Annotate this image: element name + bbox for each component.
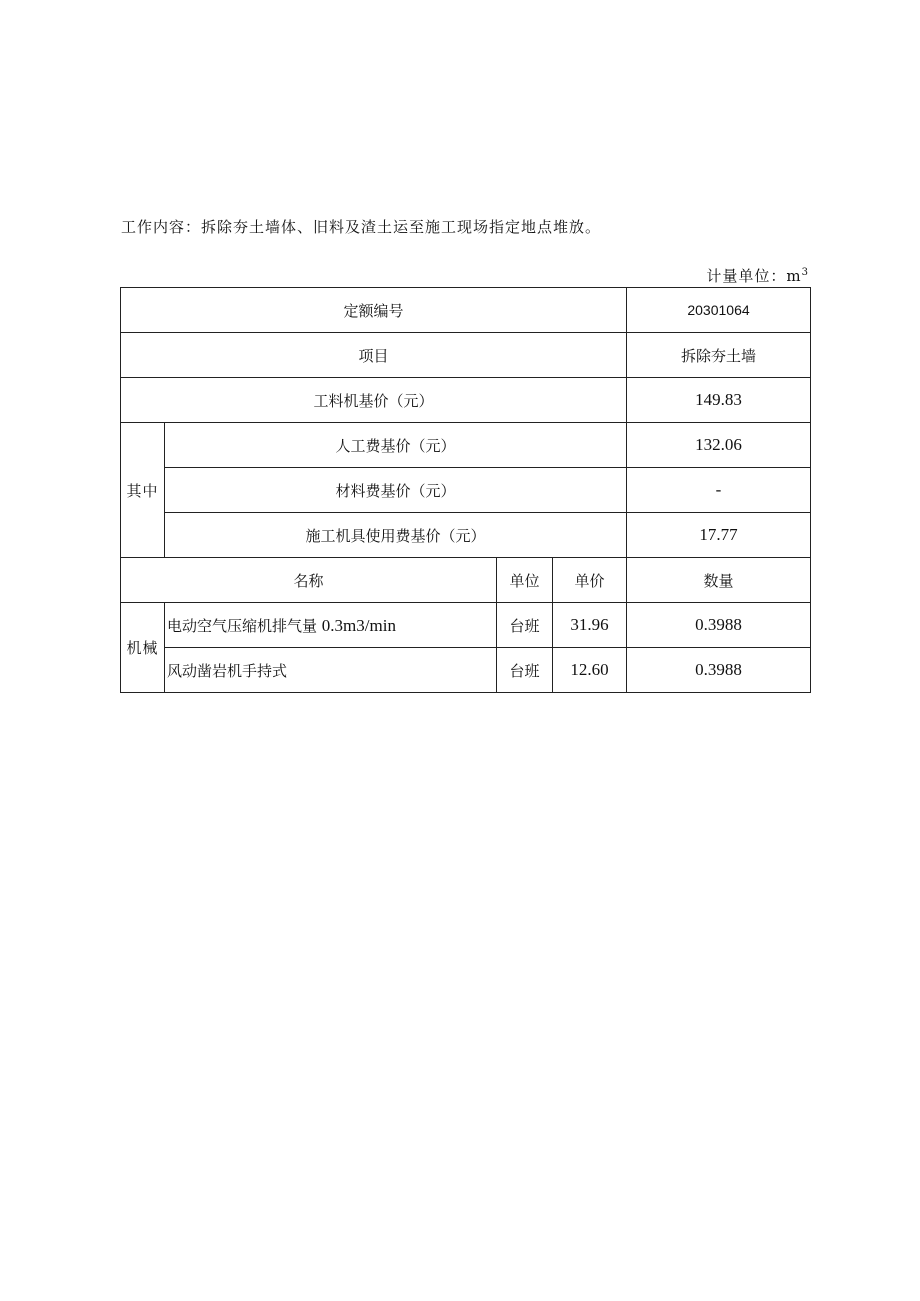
machine-price: 31.96 <box>553 603 627 648</box>
machinery-label: 机械 <box>121 603 165 693</box>
measurement-unit-label: 计量单位：m <box>706 267 802 285</box>
machine-name <box>165 648 497 693</box>
labor-value: 132.06 <box>627 423 811 468</box>
machine-quantity: 0.3988 <box>627 603 811 648</box>
table-row <box>121 648 811 693</box>
machine-name-cn: 电动空气压缩机排气量 <box>167 616 318 635</box>
machine-unit: 台班 <box>497 648 553 693</box>
work-content-text: 工作内容：拆除夯土墙体、旧料及渣土运至施工现场指定地点堆放。 <box>121 218 602 236</box>
labor-label: 人工费基价（元） <box>165 423 627 468</box>
column-header-price: 单价 <box>553 558 627 603</box>
base-price-label: 工料机基价（元） <box>121 378 627 423</box>
machine-value: 17.77 <box>627 513 811 558</box>
machine-name-cn: 风动凿岩机手持式 <box>167 661 288 680</box>
quota-number-label: 定额编号 <box>121 288 627 333</box>
of-which-label: 其中 <box>121 423 165 558</box>
quota-table <box>120 287 811 693</box>
material-label: 材料费基价（元） <box>165 468 627 513</box>
base-price-value: 149.83 <box>627 378 811 423</box>
item-label: 项目 <box>121 333 627 378</box>
column-header-name: 名称 <box>121 558 497 603</box>
machine-unit: 台班 <box>497 603 553 648</box>
table-row <box>121 603 811 648</box>
quota-number-value: 20301064 <box>627 288 811 333</box>
table-row-material <box>121 468 811 513</box>
machine-quantity: 0.3988 <box>627 648 811 693</box>
column-header-quantity: 数量 <box>627 558 811 603</box>
measurement-unit-exponent: 3 <box>801 267 809 278</box>
table-row-item <box>121 333 811 378</box>
machine-name <box>165 603 497 648</box>
table-row-machine <box>121 513 811 558</box>
table-row-base-price <box>121 378 811 423</box>
machine-price: 12.60 <box>553 648 627 693</box>
table-row-quota-number <box>121 288 811 333</box>
machine-name-spec: 0.3m3/min <box>321 615 396 635</box>
material-value: - <box>627 468 811 513</box>
measurement-unit <box>600 265 809 286</box>
table-row-labor <box>121 423 811 468</box>
table-header-row <box>121 558 811 603</box>
machine-label: 施工机具使用费基价（元） <box>165 513 627 558</box>
column-header-unit: 单位 <box>497 558 553 603</box>
item-value: 拆除夯土墙 <box>627 333 811 378</box>
